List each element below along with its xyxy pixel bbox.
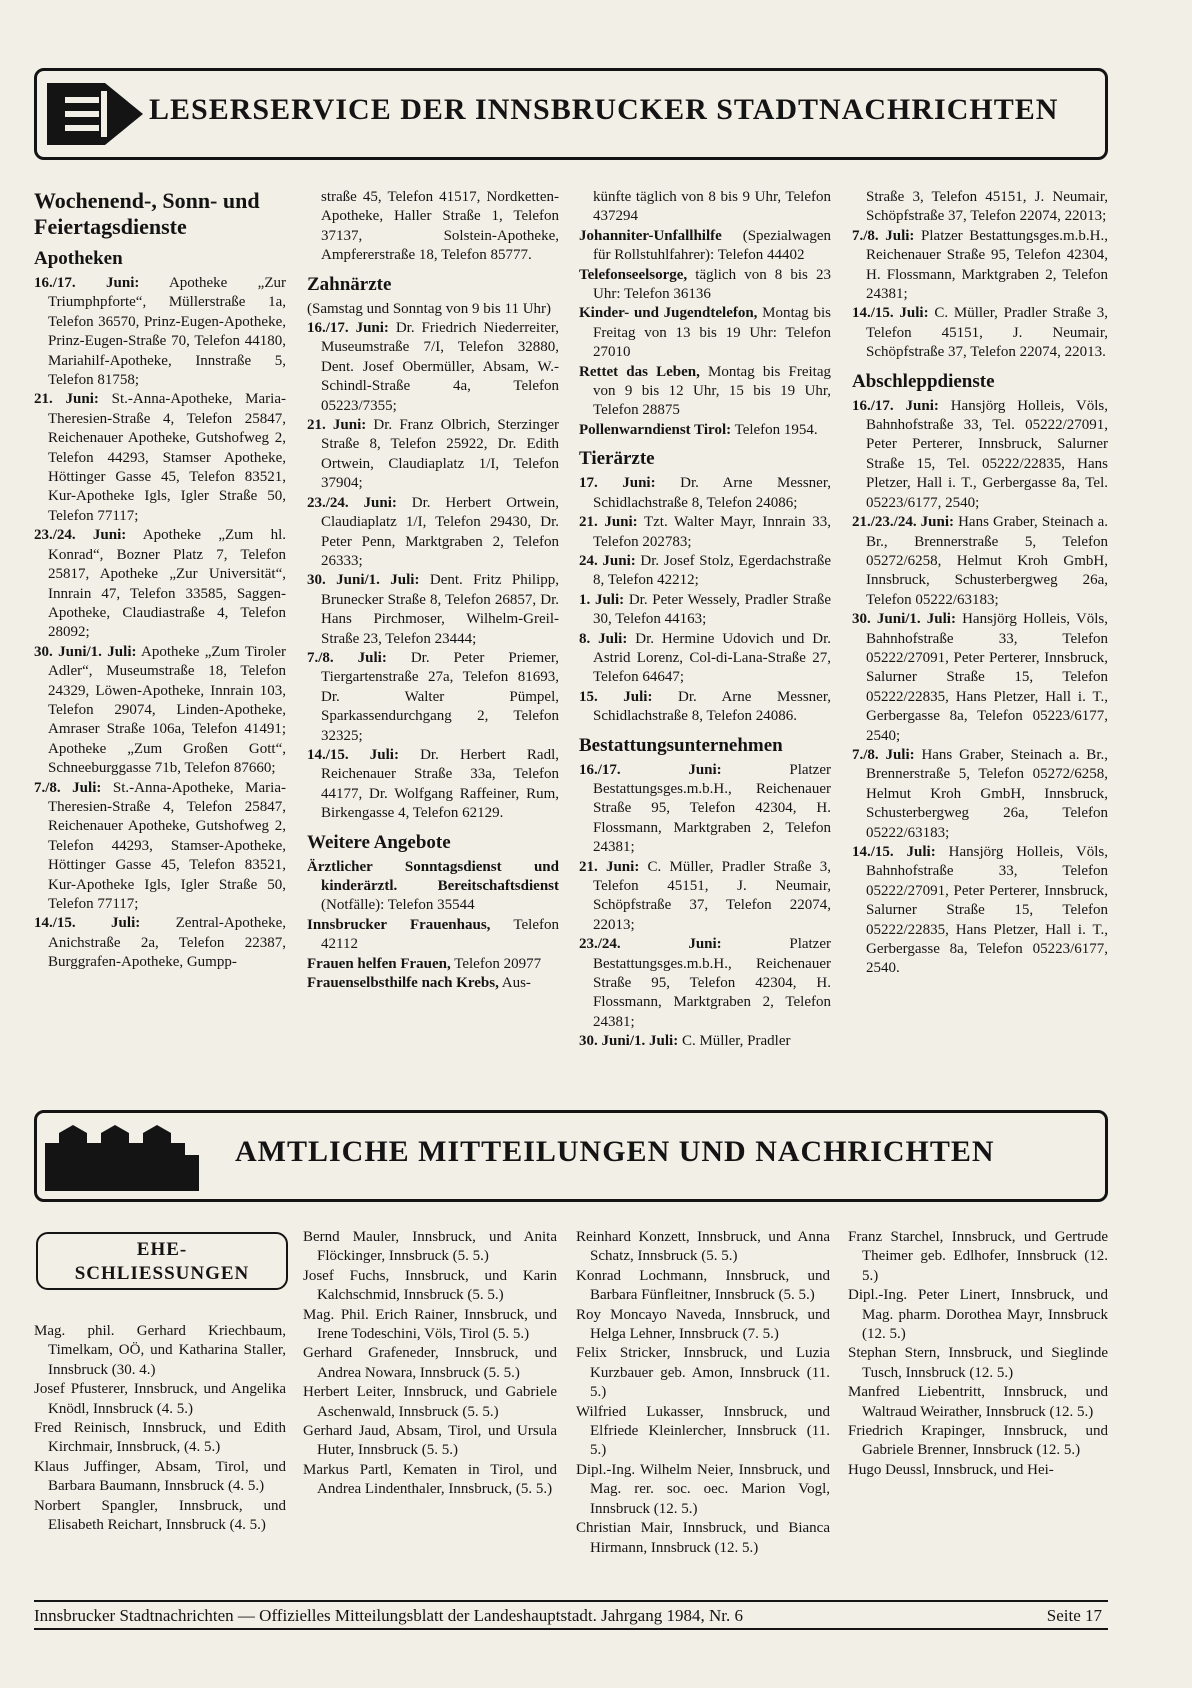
tieraerzte-item — [579, 513, 831, 552]
ehe-entry: Reinhard Konzett, Innsbruck, und Anna Schatz, Innsbruck (5. 5.) — [576, 1229, 830, 1265]
weitere-item — [579, 227, 831, 266]
weitere-item-text: Montag bis Freitag von 13 bis 19 Uhr: Telefon 27010 — [593, 305, 831, 361]
ehe-entry: Norbert Spangler, Innsbruck, und Elisabeth Reichart, Innsbruck (4. 5.) — [34, 1497, 286, 1534]
weitere-item — [307, 916, 559, 955]
apotheken-item — [34, 274, 286, 390]
apotheken-item-text: Apotheke „Zum Tiroler Adler“, Museumstraße 18, Telefon 24329, Löwen-Apotheke, Innrain 103, Telefon 29074, Linden-Apotheke, Amraser Straße 106a, Telefon 41491; Apotheke „Zum Großen Gott“, Schneeburggasse 71b, Telefon 87660; — [48, 643, 286, 777]
footer-rule-bottom — [34, 1628, 1108, 1630]
zahnaerzte-item-label: 30. Juni/1. Juli: — [307, 572, 420, 589]
ehe-entry: Gerhard Jaud, Absam, Tirol, und Ursula Huter, Innsbruck (5. 5.) — [303, 1423, 557, 1459]
bestattung-item-text: C. Müller, Pradler — [678, 1033, 791, 1050]
ehe-column-1 — [34, 1322, 286, 1535]
bestattung-item — [852, 304, 1108, 362]
bestattung-heading: Bestattungsunternehmen — [579, 734, 783, 756]
weitere-item — [579, 266, 831, 305]
tieraerzte-item-label: 24. Juni: — [579, 552, 636, 569]
tieraerzte-item — [579, 474, 831, 513]
ehe-entry: Mag. phil. Gerhard Kriechbaum, Timelkam, OÖ, und Katharina Staller, Innsbruck (30. 4.) — [34, 1323, 286, 1378]
ehe-column-4 — [848, 1228, 1108, 1480]
abschlepp-item-text: Hans Graber, Steinach a. Br., Brennerstraße 5, Telefon 05272/6258, Helmut Kroh GmbH, Innsbruck, Schusterbergweg 26a, Telefon 05222/63183; — [866, 514, 1108, 608]
weitere-item-label: Pollenwarndienst Tirol: — [579, 421, 732, 438]
column-2 — [307, 188, 559, 993]
weitere-item-text: Telefon 20977 — [450, 955, 542, 972]
apotheken-item-label: 23./24. Juni: — [34, 527, 127, 544]
zahnaerzte-item-text: Dr. Peter Priemer, Tiergartenstraße 27a, Telefon 81693, Dr. Walter Pümpel, Sparkassendurchgang 2, Telefon 32325; — [321, 649, 559, 744]
ehe-entry: Bernd Mauler, Innsbruck, und Anita Flöckinger, Innsbruck (5. 5.) — [303, 1229, 557, 1265]
ehe-entry: Friedrich Krapinger, Innsbruck, und Gabriele Brenner, Innsbruck (12. 5.) — [848, 1423, 1108, 1459]
footer-rule-top — [34, 1600, 1108, 1602]
ehe-entry: Hugo Deussl, Innsbruck, und Hei- — [848, 1461, 1054, 1478]
bestattung-item-label: 30. Juni/1. Juli: — [579, 1033, 679, 1050]
zahnaerzte-item — [307, 319, 559, 416]
apotheken-item-label: 7./8. Juli: — [34, 779, 102, 796]
weitere-item — [307, 974, 559, 993]
tieraerzte-item-text: Dr. Arne Messner, Schidlachstraße 8, Telefon 24086. — [593, 688, 831, 725]
tieraerzte-item — [579, 552, 831, 591]
abschlepp-item-label: 16./17. Juni: — [852, 397, 939, 414]
city-buildings-icon — [43, 1121, 203, 1193]
weitere-item-text: täglich von 8 bis 23 Uhr: Telefon 36136 — [593, 266, 831, 303]
bestattung-item-label: 23./24. Juni: — [579, 936, 722, 953]
ehe-entry: Manfred Liebentritt, Innsbruck, und Waltraud Weirather, Innsbruck (12. 5.) — [848, 1384, 1108, 1420]
tieraerzte-item-text: Dr. Hermine Udovich und Dr. Astrid Lorenz, Col-di-Lana-Straße 27, Telefon 64647; — [593, 630, 831, 686]
zahnaerzte-item-text: Dent. Fritz Philipp, Brunecker Straße 8, Telefon 26857, Dr. Hans Pirchmoser, Wilhelm-Greil-Straße 23, Telefon 23444; — [321, 572, 559, 647]
abschlepp-item — [852, 746, 1108, 843]
column-4 — [852, 188, 1108, 979]
abschlepp-item — [852, 610, 1108, 746]
weitere-item-label: Johanniter-Unfallhilfe — [579, 227, 722, 244]
leserservice-title: LESERSERVICE DER INNSBRUCKER STADTNACHRICHTEN — [149, 93, 1059, 126]
zahnaerzte-item-label: 23./24. Juni: — [307, 494, 397, 511]
abschlepp-item-label: 21./23./24. Juni: — [852, 514, 955, 531]
apotheken-item-label: 30. Juni/1. Juli: — [34, 643, 137, 660]
apotheken-item — [34, 526, 286, 642]
ehe-column-3 — [576, 1228, 830, 1558]
zahnaerzte-item-text: Dr. Herbert Ortwein, Claudiaplatz 1/I, Telefon 29430, Dr. Peter Penn, Marktgraben 2, Telefon 26333; — [321, 494, 560, 569]
tieraerzte-item — [579, 688, 831, 727]
weitere-item — [579, 304, 831, 362]
column-1 — [34, 188, 286, 973]
apotheken-item-label: 21. Juni: — [34, 391, 99, 408]
ehe-entry: Herbert Leiter, Innsbruck, und Gabriele Aschenwald, Innsbruck (5. 5.) — [303, 1384, 557, 1420]
bestattung-item-label: 21. Juni: — [579, 858, 640, 875]
apotheken-item-label: 16./17. Juni: — [34, 275, 140, 291]
abschlepp-item-text: Hansjörg Holleis, Völs, Bahnhofstraße 33, Tel. 05222/27091, Peter Perterer, Innsbruck, Salurner Straße 15, Tel. 05222/22835, Hans Pletzer, Hall i. T., Gerbergasse 8a, Tel. 05223/6177, 2540; — [866, 397, 1108, 511]
footer-publication: Innsbrucker Stadtnachrichten — Offizielles Mitteilungsblatt der Landeshauptstadt. Jahrgang 1984, Nr. 6 — [34, 1606, 743, 1625]
weitere-item-text: Telefon 42112 — [321, 916, 560, 953]
ehe-entry: Josef Pfusterer, Innsbruck, und Angelika Knödl, Innsbruck (4. 5.) — [34, 1381, 286, 1417]
tieraerzte-item-label: 15. Juli: — [579, 688, 653, 705]
weitere-item — [579, 421, 831, 440]
apotheken-item-text: St.-Anna-Apotheke, Maria-Theresien-Straße 4, Telefon 25847, Reichenauer Apotheke, Gutshofweg 2, Telefon 44293, Stamser-Apotheke, Höttinger Gasse 45, Telefon 83521, Kur-Apotheke Igls, Igler Straße 50, Telefon 77117; — [48, 779, 286, 912]
bestattung-item — [579, 1032, 831, 1051]
zahnaerzte-item — [307, 416, 559, 494]
ehe-entry: Dipl.-Ing. Peter Linert, Innsbruck, und Mag. pharm. Dorothea Mayr, Innsbruck (12. 5.) — [848, 1287, 1108, 1343]
abschlepp-item-text: Hansjörg Holleis, Völs, Bahnhofstraße 33, Telefon 05222/27091, Peter Perterer, Innsbruck, Salurner Straße 15, Telefon 05222/22835, Hans Pletzer, Hall i. T., Gerbergasse 8a, Telefon 05223/6177, 2540. — [866, 844, 1108, 977]
bestattung-item — [579, 935, 831, 1032]
weitere-item-label: Kinder- und Jugendtelefon, — [579, 305, 758, 322]
tieraerzte-item — [579, 630, 831, 688]
zahnaerzte-item-label: 16./17. Juni: — [307, 320, 389, 337]
bestattung-item-text: Platzer Bestattungsges.m.b.H., Reichenauer Straße 95, Telefon 42304, H. Flossmann, Marktgraben 2, Telefon 24381; — [866, 227, 1109, 303]
zahnaerzte-item — [307, 746, 559, 824]
zahnaerzte-item-text: Dr. Franz Olbrich, Sterzinger Straße 8, Telefon 25922, Dr. Edith Ortwein, Claudiaplatz 1/I, Telefon 37904; — [321, 417, 559, 492]
ehe-entry: Christian Mair, Innsbruck, und Bianca Hirmann, Innsbruck (12. 5.) — [576, 1520, 830, 1556]
tieraerzte-item-text: Tzt. Walter Mayr, Innrain 33, Telefon 202783; — [593, 514, 831, 550]
zahnaerzte-note: (Samstag und Sonntag von 9 bis 11 Uhr) — [307, 300, 552, 317]
bestattung-item-text: Platzer Bestattungsges.m.b.H., Reichenauer Straße 95, Telefon 42304, H. Flossmann, Marktgraben 2, Telefon 24381; — [593, 936, 831, 1030]
tieraerzte-item — [579, 591, 831, 630]
ehe-entry: Gerhard Grafeneder, Innsbruck, und Andrea Nowara, Innsbruck (5. 5.) — [303, 1345, 557, 1381]
abschlepp-item-text: Hans Graber, Steinach a. Br., Brennerstraße 5, Telefon 05272/6258, Helmut Kroh GmbH, Innsbruck, Schusterbergweg 26a, Telefon 05222/63183; — [866, 746, 1108, 841]
ehe-entry: Wilfried Lukasser, Innsbruck, und Elfriede Kleinlercher, Innsbruck (11. 5.) — [576, 1403, 830, 1459]
weitere-item-label: Rettet das Leben, — [579, 363, 700, 380]
bestattung-item — [579, 858, 831, 936]
apotheken-item-text: St.-Anna-Apotheke, Maria-Theresien-Straße 4, Telefon 25847, Reichenauer Apotheke, Gutshofweg 2, Telefon 44293, Stamser Apotheke, Höttinger Gasse 45, Telefon 83521, Kur-Apotheke Igls, Igler Straße 50, Telefon 77117; — [48, 391, 286, 524]
column-3 — [579, 188, 831, 1052]
weitere-item — [307, 955, 559, 974]
abschlepp-item — [852, 513, 1108, 610]
ehe-entry: Josef Fuchs, Innsbruck, und Karin Kalchschmid, Innsbruck (5. 5.) — [303, 1267, 557, 1304]
weitere-item — [307, 858, 559, 916]
ehe-entry: Franz Starchel, Innsbruck, und Gertrude Theimer geb. Edlhofer, Innsbruck (12. 5.) — [848, 1229, 1108, 1284]
bestattung-item — [852, 227, 1108, 305]
ehe-entry: Konrad Lochmann, Innsbruck, und Barbara Fünfleitner, Innsbruck (5. 5.) — [576, 1267, 830, 1304]
abschlepp-item — [852, 843, 1108, 979]
bestattung-item — [579, 761, 831, 858]
ehe-entry: Roy Moncayo Naveda, Innsbruck, und Helga Lehner, Innsbruck (7. 5.) — [576, 1306, 830, 1343]
abschlepp-item-label: 7./8. Juli: — [852, 746, 915, 763]
bestattung-item-label: 14./15. Juli: — [852, 305, 929, 322]
abschlepp-item-label: 30. Juni/1. Juli: — [852, 611, 956, 628]
weitere-item-text: (Notfälle): Telefon 35544 — [321, 897, 475, 914]
abschlepp-item-text: Hansjörg Holleis, Völs, Bahnhofstraße 33, Telefon 05222/27091, Peter Perterer, Innsbruck, Salurner Straße 15, Telefon 05222/22835, Hans Pletzer, Hall i. T., Gerbergasse 8a, Telefon 05223/6177, 2540; — [866, 611, 1108, 744]
apotheken-item — [34, 779, 286, 915]
bestattung-item-label: 7./8. Juli: — [852, 227, 915, 244]
weitere-item-label: Frauen helfen Frauen, — [307, 955, 451, 972]
bestattung-item-label: 16./17. Juni: — [579, 761, 722, 778]
footer-page-number: Seite 17 — [1046, 1606, 1102, 1625]
apotheken-item-text: Apotheke „Zum hl. Konrad“, Bozner Platz 7, Telefon 25817, Apotheke „Zur Universität“, Innrain 47, Telefon 33585, Saggen-Apotheke, Claudiastraße 4, Telefon 28092; — [48, 527, 286, 641]
apotheken-item-text: Zentral-Apotheke, Anichstraße 2a, Telefon 22387, Burggrafen-Apotheke, Gumpp- — [48, 915, 286, 971]
weitere-item-label: Telefonseelsorge, — [579, 266, 688, 283]
weitere-item-text: Montag bis Freitag von 9 bis 12 Uhr, 15 bis 19 Uhr, Telefon 28875 — [593, 363, 831, 419]
ehe-entry: Mag. Phil. Erich Rainer, Innsbruck, und Irene Todeschini, Völs, Tirol (5. 5.) — [303, 1306, 557, 1343]
bestattung-item-text: Platzer Bestattungsges.m.b.H., Reichenauer Straße 95, Telefon 42304, H. Flossmann, Marktgraben 2, Telefon 24381; — [593, 761, 831, 856]
abschlepp-item — [852, 397, 1108, 513]
weitere-item — [579, 363, 831, 421]
weitere-heading: Weitere Angebote — [307, 831, 451, 853]
zahnaerzte-item — [307, 571, 559, 649]
tieraerzte-heading: Tierärzte — [579, 448, 655, 470]
apotheken-item-text: Apotheke „Zur Triumphpforte“, Müllerstraße 1a, Telefon 36570, Prinz-Eugen-Apotheke, Prinz-Eugen-Straße 70, Telefon 44180, Mariahilf-Apotheke, Innstraße 5, Telefon 81758; — [48, 275, 286, 389]
ehe-entry: Stephan Stern, Innsbruck, und Sieglinde Tusch, Innsbruck (12. 5.) — [848, 1345, 1108, 1381]
weitere-item-text: (Spezialwagen für Rollstuhlfahrer): Telefon 44402 — [593, 227, 831, 264]
tieraerzte-item-text: Dr. Arne Messner, Schidlachstraße 8, Telefon 24086; — [593, 475, 831, 511]
zahnaerzte-item — [307, 649, 559, 746]
apotheken-item-continued: straße 45, Telefon 41517, Nordketten-Apotheke, Haller Straße 1, Telefon 37137, Solstein-Apotheke, Ampfererstraße 18, Telefon 85777. — [321, 189, 559, 264]
weitere-item-label: Ärztlicher Sonntagsdienst und kinderärztl. Bereitschaftsdienst — [307, 858, 559, 894]
ehe-entry: Klaus Juffinger, Absam, Tirol, und Barbara Baumann, Innsbruck (4. 5.) — [34, 1458, 286, 1495]
weitere-item-label: Innsbrucker Frauenhaus, — [307, 916, 491, 933]
zahnaerzte-item-label: 14./15. Juli: — [307, 746, 399, 763]
apotheken-item — [34, 390, 286, 526]
bestattung-item-text: C. Müller, Pradler Straße 3, Telefon 45151, J. Neumair, Schöpfstraße 37, Telefon 22074, 22013. — [866, 305, 1109, 361]
amtliche-title: AMTLICHE MITTEILUNGEN UND NACHRICHTEN — [235, 1135, 995, 1168]
bestattung-item-continued: Straße 3, Telefon 45151, J. Neumair, Schöpfstraße 37, Telefon 22074, 22013; — [866, 189, 1108, 225]
weitere-item-label: Frauenselbsthilfe nach Krebs, — [307, 975, 499, 992]
leserservice-header — [34, 68, 1108, 160]
eheschliessungen-heading-line1: EHE- — [136, 1239, 188, 1260]
ehe-column-2 — [303, 1228, 557, 1500]
eheschliessungen-heading-line2: SCHLIESSUNGEN — [74, 1263, 250, 1284]
ehe-entry: Felix Stricker, Innsbruck, und Luzia Kurzbauer geb. Amon, Innsbruck (11. 5.) — [576, 1345, 830, 1401]
zahnaerzte-item-label: 21. Juni: — [307, 417, 367, 434]
zahnaerzte-item-text: Dr. Herbert Radl, Reichenauer Straße 33a, Telefon 44177, Dr. Wolfgang Raffeiner, Rum, Birkengasse 4, Telefon 62129. — [321, 746, 559, 822]
weitere-item-text: Aus- — [498, 975, 531, 992]
amtliche-header — [34, 1110, 1108, 1202]
apotheken-item — [34, 643, 286, 779]
apotheken-item — [34, 914, 286, 972]
eheschliessungen-heading — [36, 1232, 288, 1290]
ehe-entry: Markus Partl, Kematen in Tirol, und Andrea Lindenthaler, Innsbruck, (5. 5.) — [303, 1461, 557, 1498]
zahnaerzte-item — [307, 494, 559, 572]
abschlepp-heading: Abschleppdienste — [852, 370, 995, 392]
leserservice-logo-icon — [45, 79, 145, 149]
zahnaerzte-item-text: Dr. Friedrich Niederreiter, Museumstraße 7/I, Telefon 32880, Dent. Josef Obermüller, Absam, W.-Schindl-Straße 4a, Telefon 05223/7355; — [321, 320, 560, 414]
tieraerzte-item-text: Dr. Peter Wessely, Pradler Straße 30, Telefon 44163; — [593, 591, 831, 628]
apotheken-item-label: 14./15. Juli: — [34, 915, 141, 932]
apotheken-heading: Apotheken — [34, 248, 123, 269]
ehe-entry: Fred Reinisch, Innsbruck, und Edith Kirchmair, Innsbruck, (4. 5.) — [34, 1420, 286, 1456]
section-title: Wochenend-, Sonn- und Feiertagsdienste — [34, 188, 260, 239]
weitere-item-continued: künfte täglich von 8 bis 9 Uhr, Telefon 437294 — [593, 189, 831, 225]
abschlepp-item-label: 14./15. Juli: — [852, 844, 936, 860]
zahnaerzte-item-label: 7./8. Juli: — [307, 649, 387, 666]
tieraerzte-item-text: Dr. Josef Stolz, Egerdachstraße 8, Telefon 42212; — [593, 552, 831, 589]
tieraerzte-item-label: 21. Juni: — [579, 514, 638, 531]
zahnaerzte-heading: Zahnärzte — [307, 273, 392, 295]
tieraerzte-item-label: 17. Juni: — [579, 475, 656, 492]
ehe-entry: Dipl.-Ing. Wilhelm Neier, Innsbruck, und Mag. rer. soc. oec. Marion Vogl, Innsbruck (12. 5.) — [576, 1461, 830, 1517]
weitere-item-text: Telefon 1954. — [731, 421, 818, 438]
tieraerzte-item-label: 8. Juli: — [579, 630, 628, 647]
tieraerzte-item-label: 1. Juli: — [579, 591, 625, 608]
bestattung-item-text: C. Müller, Pradler Straße 3, Telefon 45151, J. Neumair, Schöpfstraße 37, Telefon 22074, 22013; — [593, 858, 831, 933]
